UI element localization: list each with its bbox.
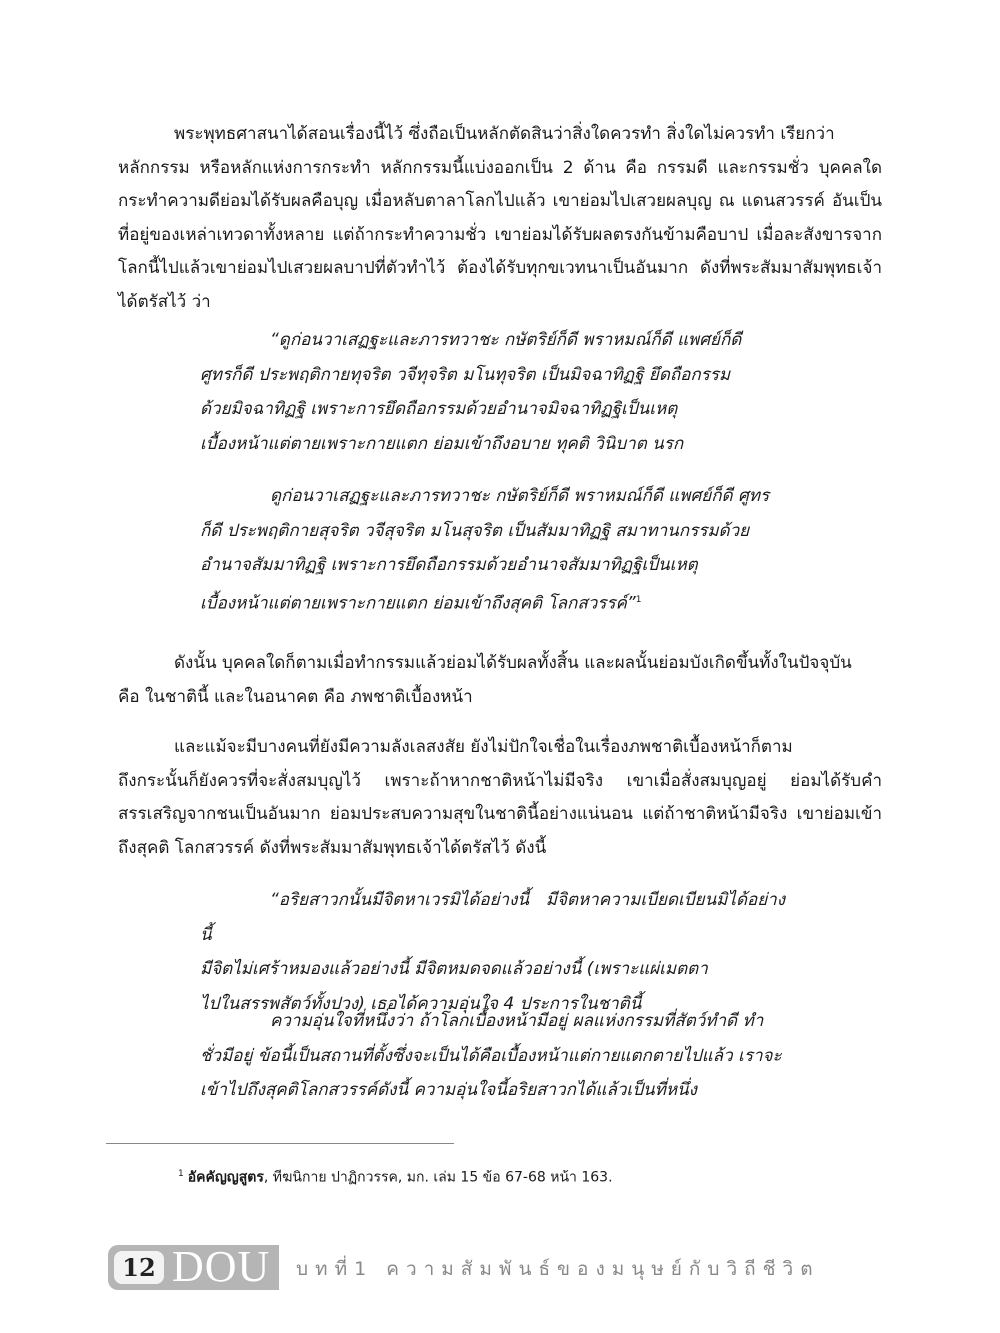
quote-3-line-2: มีจิตไม่เศร้าหมองแล้วอย่างนี้ มีจิตหมดจดแล้วอย่างนี้ (เพราะแผ่เมตตา	[200, 959, 708, 979]
quote-4-line-1: ความอุ่นใจที่หนึ่งว่า ถ้าโลกเบื้องหน้ามีอยู่ ผลแห่งกรรมที่สัตว์ทำดี ทำ	[270, 1011, 764, 1031]
body-paragraph-1	[118, 118, 882, 320]
body-paragraph-3	[118, 731, 882, 865]
footnote-title: อัคคัญญสูตร	[187, 1169, 264, 1186]
quote-2-line-1: ดูก่อนวาเสฏฐะและภารทวาชะ กษัตริย์ก็ดี พราหมณ์ก็ดี แพศย์ก็ดี ศูทร	[270, 486, 770, 506]
paragraph-3-first-line: และแม้จะมีบางคนที่ยังมีความลังเลสงสัย ยังไม่ปักใจเชื่อในเรื่องภพชาติเบื้องหน้าก็ตาม	[174, 737, 793, 757]
quote-2-line-3: อำนาจสัมมาทิฏฐิ เพราะการยึดถือกรรมด้วยอำนาจสัมมาทิฏฐิเป็นเหตุ	[200, 555, 698, 575]
quote-3-line-3: ไปในสรรพสัตว์ทั้งปวง) เธอได้ความอุ่นใจ 4 ประการในชาตินี้	[200, 993, 642, 1014]
paragraph-2-first-line: ดังนั้น บุคคลใดก็ตามเมื่อทำกรรมแล้วย่อมได้รับผลทั้งสิ้น และผลนั้นย่อมบังเกิดขึ้นทั้งในปัจจุบัน	[174, 653, 852, 673]
quote-1-line-2: ศูทรก็ดี ประพฤติกายทุจริต วจีทุจริต มโนทุจริต เป็นมิจฉาทิฏฐิ ยึดถือกรรม	[200, 364, 731, 385]
footnote-number: 1	[178, 1169, 184, 1179]
footnote	[178, 1164, 613, 1188]
quote-1-line-3: ด้วยมิจฉาทิฏฐิ เพราะการยึดถือกรรมด้วยอำนาจมิจฉาทิฏฐิเป็นเหตุ	[200, 399, 678, 419]
quote-3-line-1: “อริยสาวกนั้นมีจิตหาเวรมิได้อย่างนี้ มีจิตหาความเบียดเบียนมิได้อย่างนี้	[200, 890, 785, 945]
quote-block-1	[200, 323, 785, 461]
page-number: 12	[114, 1251, 164, 1284]
quote-block-4	[200, 1004, 785, 1108]
footnote-divider	[106, 1143, 454, 1144]
quote-block-2	[200, 479, 785, 621]
quote-2-line-4	[200, 583, 785, 621]
paragraph-1-first-line: พระพุทธศาสนาได้สอนเรื่องนี้ไว้ ซึ่งถือเป็นหลักตัดสินว่าสิ่งใดควรทำ สิ่งใดไม่ควรทำ เรียกว่า	[174, 124, 835, 144]
chapter-title: บทที่1 ความสัมพันธ์ของมนุษย์กับวิถีชีวิต	[296, 1258, 820, 1280]
quote-4-line-2: ชั่วมีอยู่ ข้อนี้เป็นสถานที่ตั้งซึ่งจะเป็นได้คือเบื้องหน้าแต่กายแตกตายไปแล้ว เราจะ	[200, 1045, 782, 1066]
body-paragraph-2	[118, 647, 882, 714]
paragraph-1-body: หลักกรรม หรือหลักแห่งการกระทำ หลักกรรมนี้แบ่งออกเป็น 2 ด้าน คือ กรรมดี และกรรมชั่ว บุคคลใดกระทำความดีย่อมได้รับผลคือบุญ เมื่อหลับตาลาโลกไปแล้ว เขาย่อมไปเสวยผลบุญ ณ แดนสวรรค์ อันเป็นที่อยู่ของเหล่าเทวดาทั้งหลาย แต่ถ้ากระทำความชั่ว เขาย่อมได้รับผลตรงกันข้ามคือบาป เมื่อละสังขารจากโลกนี้ไปแล้วเขาย่อมไปเสวยผลบาปที่ตัวทำไว้ ต้องได้รับทุกขเวทนาเป็นอันมาก ดังที่พระสัมมาสัมพุทธเจ้าได้ตรัสไว้ ว่า	[118, 157, 882, 312]
quote-block-3	[200, 883, 785, 1021]
quote-1-line-4: เบื้องหน้าแต่ตายเพราะกายแตก ย่อมเข้าถึงอบาย ทุคติ วินิบาต นรก	[200, 433, 684, 454]
quote-2-line-4-text: เบื้องหน้าแต่ตายเพราะกายแตก ย่อมเข้าถึงสุคติ โลกสวรรค์”	[200, 593, 636, 614]
paragraph-2-body: คือ ในชาตินี้ และในอนาคต คือ ภพชาติเบื้องหน้า	[118, 686, 473, 707]
brand-logo-text: DOU	[172, 1242, 271, 1291]
quote-2-line-2: ก็ดี ประพฤติกายสุจริต วจีสุจริต มโนสุจริต เป็นสัมมาทิฏฐิ สมาทานกรรมด้วย	[200, 520, 750, 541]
quote-1-line-1: “ดูก่อนวาเสฏฐะและภารทวาชะ กษัตริย์ก็ดี พราหมณ์ก็ดี แพศย์ก็ดี	[270, 330, 742, 350]
footnote-reference-mark[interactable]: 1	[635, 594, 642, 605]
paragraph-3-body: ถึงกระนั้นก็ยังควรที่จะสั่งสมบุญไว้ เพราะถ้าหากชาติหน้าไม่มีจริง เขาเมื่อสั่งสมบุญอยู่ ย่อมได้รับคำสรรเสริญจากชนเป็นอันมาก ย่อมประสบความสุขในชาตินี้อย่างแน่นอน แต่ถ้าชาติหน้ามีจริง เขาย่อมเข้าถึงสุคติ โลกสวรรค์ ดังที่พระสัมมาสัมพุทธเจ้าได้ตรัสไว้ ดังนี้	[118, 770, 882, 858]
footnote-text: , ทีฆนิกาย ปาฏิกวรรค, มก. เล่ม 15 ข้อ 67-68 หน้า 163.	[263, 1169, 613, 1186]
quote-4-line-3: เข้าไปถึงสุคติโลกสวรรค์ดังนี้ ความอุ่นใจนี้อริยสาวกได้แล้วเป็นที่หนึ่ง	[200, 1080, 697, 1100]
